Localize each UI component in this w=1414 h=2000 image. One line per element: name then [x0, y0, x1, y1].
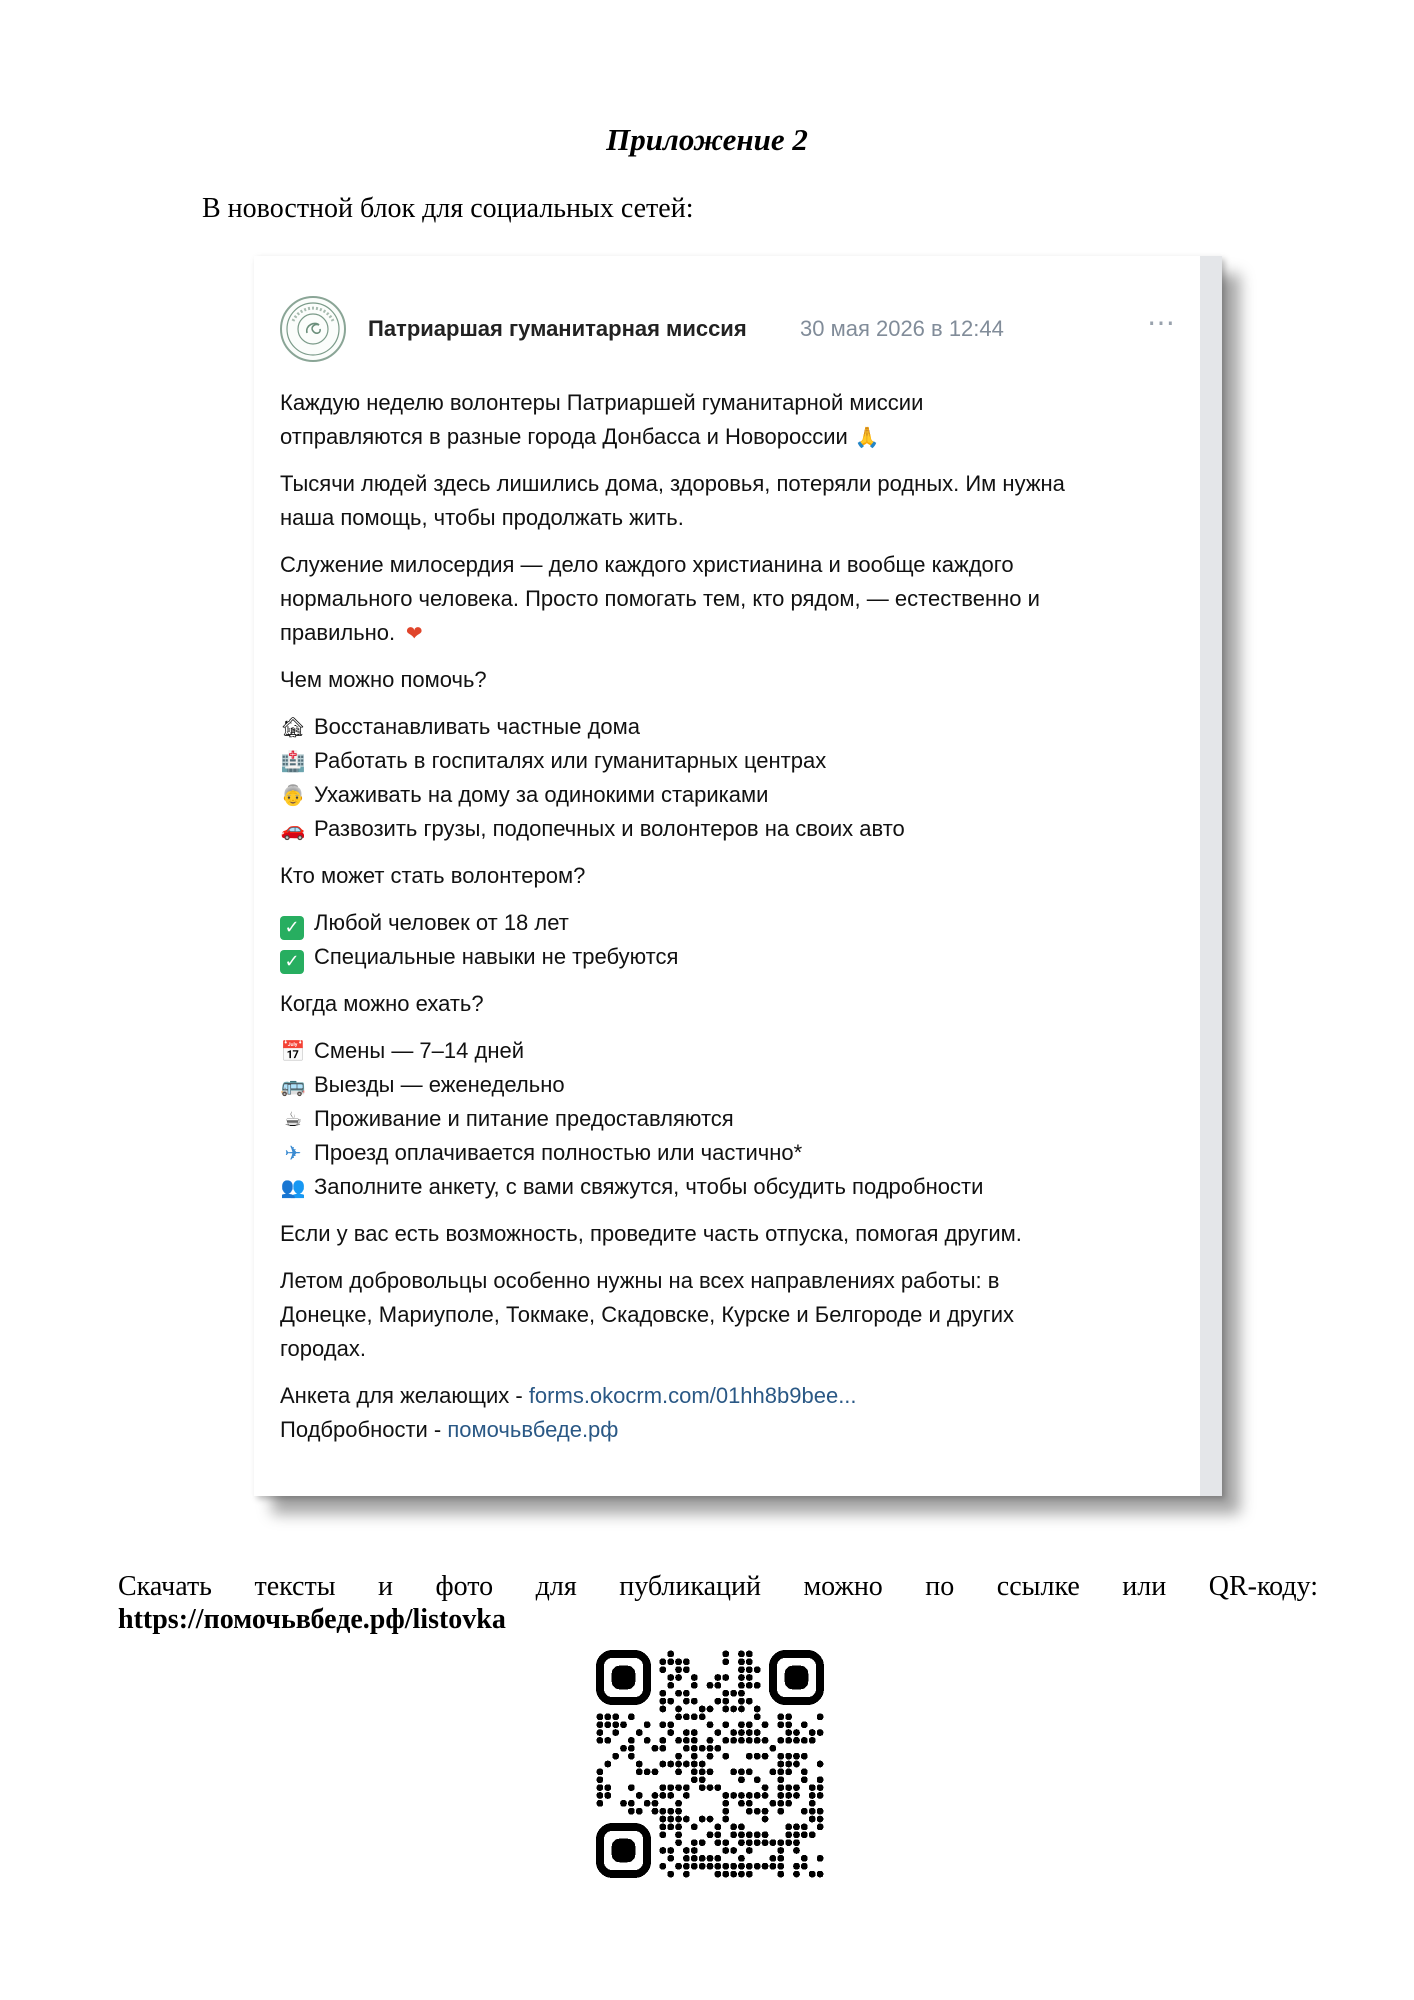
when-list	[280, 1034, 1160, 1204]
list-item: ☕ Проживание и питание предоставляются	[280, 1102, 1160, 1136]
logo-emblem-icon	[285, 301, 341, 357]
old-woman-icon: 👵	[280, 783, 306, 807]
paragraph-need	[280, 467, 1160, 535]
list-item: ✈ Проезд оплачивается полностью или частично*	[280, 1136, 1160, 1170]
house-icon: 🏚	[280, 715, 306, 739]
intro-text: В новостной блок для социальных сетей:	[202, 193, 694, 224]
checkmark-icon: ✓	[280, 950, 304, 974]
food-bowl-icon: ☕	[284, 1107, 302, 1131]
details-label: Подбробности -	[280, 1417, 448, 1442]
download-url[interactable]: https://помочьвбеде.рф/listovka	[118, 1604, 506, 1635]
list-item: 🏚 Восстанавливать частные дома	[280, 710, 1160, 744]
text-line: наша помощь, чтобы продолжать жить.	[280, 505, 684, 530]
people-icon: 👥	[280, 1175, 306, 1199]
qr-code-icon[interactable]	[596, 1650, 824, 1878]
list-item: ✓ Специальные навыки не требуются	[280, 940, 1160, 974]
list-item: ✓ Любой человек от 18 лет	[280, 906, 1160, 940]
text-line: Донецке, Мариуполе, Токмаке, Скадовске, Курске и Белгороде и других	[280, 1302, 1015, 1327]
details-link[interactable]: помочьвбеде.рф	[447, 1417, 619, 1442]
help-list	[280, 710, 1160, 846]
list-item: 🏥 Работать в госпиталях или гуманитарных центрах	[280, 744, 1160, 778]
post-text	[280, 386, 1160, 1460]
scrollbar	[1200, 256, 1222, 1496]
text-line: Каждую неделю волонтеры Патриаршей гуманитарной миссии	[280, 390, 924, 415]
bus-icon: 🚌	[280, 1073, 306, 1097]
text-line: отправляются в разные города Донбасса и Новороссии	[280, 424, 848, 449]
form-label: Анкета для желающих -	[280, 1383, 529, 1408]
post-author[interactable]: Патриаршая гуманитарная миссия	[368, 316, 747, 341]
post-header	[280, 296, 1180, 362]
who-list	[280, 906, 1160, 974]
form-link[interactable]: forms.okocrm.com/01hh8b9bee...	[528, 1383, 857, 1408]
text-line: правильно.	[280, 620, 396, 645]
list-item: 👵 Ухаживать на дому за одинокими стариками	[280, 778, 1160, 812]
more-options-icon[interactable]: ⋯	[1147, 307, 1176, 338]
links-block	[280, 1379, 1160, 1447]
appendix-heading: Приложение 2	[606, 122, 808, 157]
heart-icon: ❤	[405, 621, 423, 645]
post-card	[254, 256, 1200, 1496]
question-who: Кто может стать волонтером?	[280, 863, 586, 888]
car-icon: 🚗	[280, 817, 306, 841]
paragraph-vacation: Если у вас есть возможность, проведите часть отпуска, помогая другим.	[280, 1221, 1022, 1246]
hospital-icon: 🏥	[280, 749, 306, 773]
post-screenshot	[254, 256, 1222, 1496]
paragraph-summer	[280, 1264, 1160, 1366]
airplane-icon: ✈	[284, 1141, 302, 1165]
calendar-icon: 📅	[280, 1039, 306, 1063]
text-line: Летом добровольцы особенно нужны на всех направлениях работы: в	[280, 1268, 1000, 1293]
text-line: Служение милосердия — дело каждого христианина и вообще каждого	[280, 552, 1014, 577]
mission-logo-avatar[interactable]	[280, 296, 346, 362]
post-date[interactable]: 30 мая 2026 в 12:44	[800, 316, 1004, 341]
list-item: 📅 Смены — 7–14 дней	[280, 1034, 1160, 1068]
text-line: Тысячи людей здесь лишились дома, здоровья, потеряли родных. Им нужна	[280, 471, 1065, 496]
question-how-help: Чем можно помочь?	[280, 667, 487, 692]
download-text: Скачать тексты и фото для публикаций можно по ссылке или QR-коду:	[118, 1571, 1318, 1602]
list-item: 🚗 Развозить грузы, подопечных и волонтеров на своих авто	[280, 812, 1160, 846]
paragraph-mercy	[280, 548, 1160, 650]
list-item: 🚌 Выезды — еженедельно	[280, 1068, 1160, 1102]
praying-hands-icon: 🙏	[854, 425, 880, 449]
text-line: нормального человека. Просто помогать тем, кто рядом, — естественно и	[280, 586, 1040, 611]
list-item: 👥 Заполните анкету, с вами свяжутся, чтобы обсудить подробности	[280, 1170, 1160, 1204]
checkmark-icon: ✓	[280, 916, 304, 940]
question-when: Когда можно ехать?	[280, 991, 484, 1016]
paragraph-intro	[280, 386, 1160, 454]
text-line: городах.	[280, 1336, 366, 1361]
